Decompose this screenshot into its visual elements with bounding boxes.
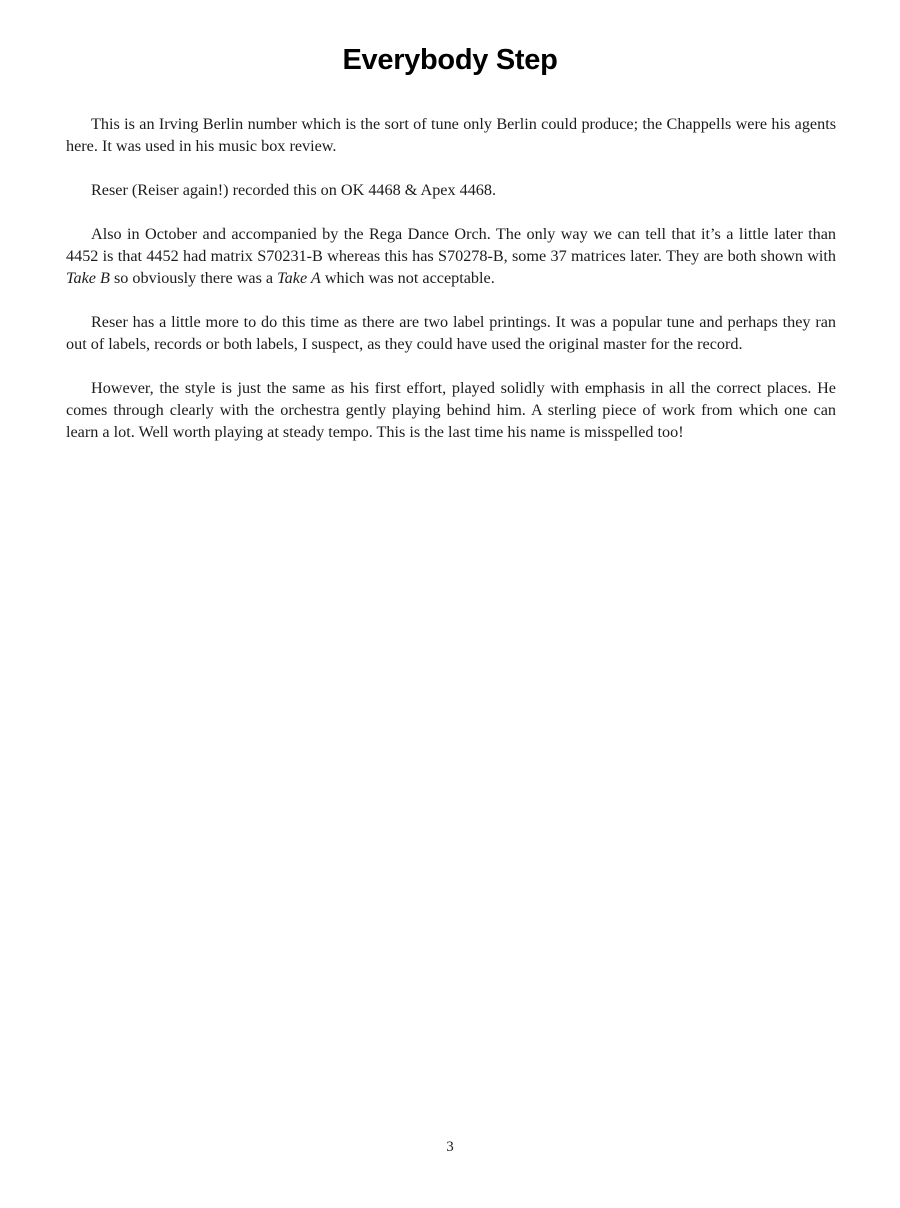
paragraph-2 bbox=[66, 179, 836, 201]
paragraph-3-segment-5: which was not acceptable. bbox=[320, 269, 495, 287]
page-number: 3 bbox=[446, 1139, 454, 1155]
paragraph-1-segment-1: This is an Irving Berlin number which is the sort of tune only Berlin could produce; the Chappells were his agents here. It was used in his music box review. bbox=[66, 115, 836, 155]
paragraph-1 bbox=[66, 113, 836, 157]
paragraph-5 bbox=[66, 377, 836, 443]
paragraph-4 bbox=[66, 311, 836, 355]
page-title: Everybody Step bbox=[342, 44, 558, 76]
paragraph-3-take-a: Take A bbox=[277, 269, 321, 287]
paragraph-2-segment-1: Reser (Reiser again!) recorded this on OK 4468 & Apex 4468. bbox=[91, 181, 497, 199]
paragraph-3-segment-1: Also in October and accompanied by the Rega Dance Orch. The only way we can tell that it’s a little later than 4452 is that 4452 had matrix S70231-B whereas this has S70278-B, some 37 matrices later. They are both shown with bbox=[66, 225, 836, 265]
paragraph-5-segment-1: However, the style is just the same as his first effort, played solidly with emphasis in all the correct places. He comes through clearly with the orchestra gently playing behind him. A sterling piece of work from which one can learn a lot. Well worth playing at steady tempo. This is the last time his name is misspelled too! bbox=[66, 379, 836, 441]
paragraph-4-segment-1: Reser has a little more to do this time as there are two label printings. It was a popular tune and perhaps they ran out of labels, records or both labels, I suspect, as they could have used the original master for the record. bbox=[66, 313, 836, 353]
paragraph-3-segment-3: so obviously there was a bbox=[109, 269, 278, 287]
body-text bbox=[66, 113, 836, 465]
paragraph-3 bbox=[66, 223, 836, 289]
paragraph-3-take-b: Take B bbox=[66, 269, 110, 287]
